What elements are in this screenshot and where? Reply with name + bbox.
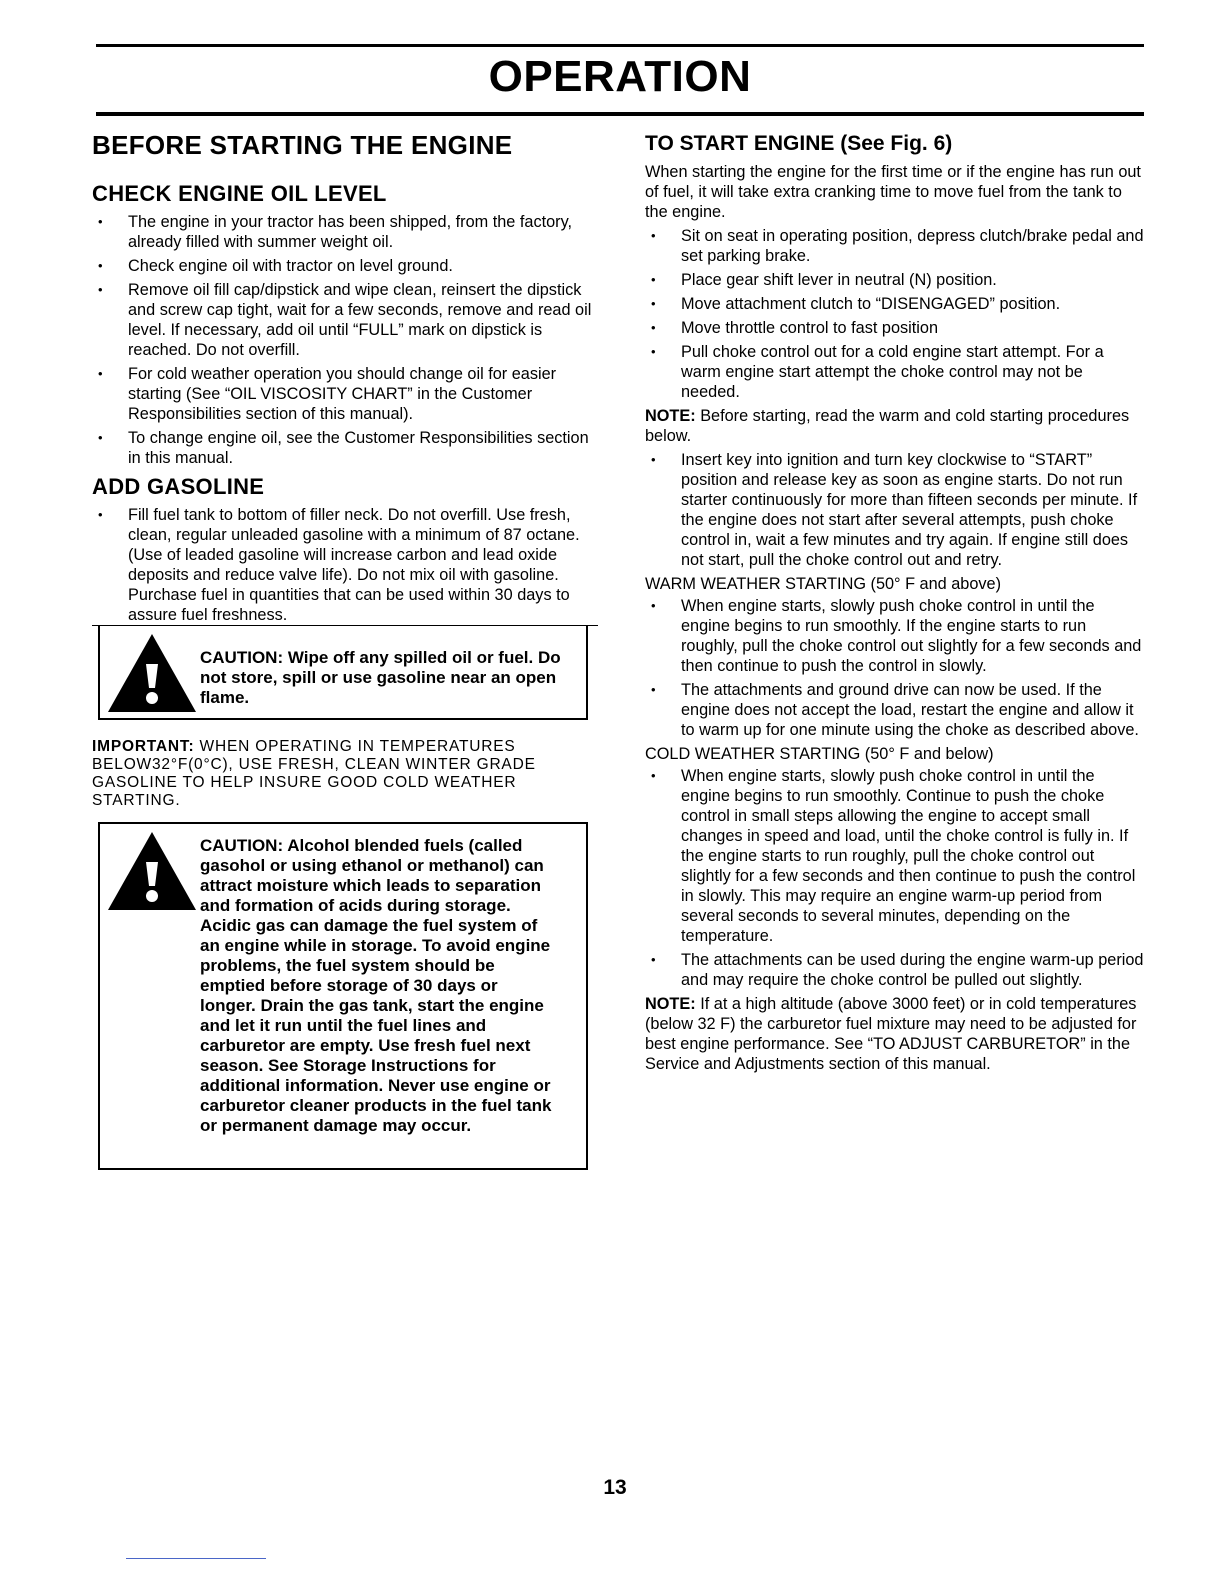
list-item: • Sit on seat in operating position, depress clutch/brake pedal and set parking brake. <box>645 226 1145 266</box>
important-label: IMPORTANT: <box>92 738 195 755</box>
right-column <box>645 124 1145 1078</box>
left-column <box>92 124 598 1170</box>
caution-text: CAUTION: Alcohol blended fuels (called gasohol or using ethanol or methanol) can attract moisture which leads to separation and formation of acids during storage. Acidic gas can damage the fuel system of an engine while in storage. To avoid engine problems, the fuel system should be emptied before storage of 30 days or longer. Drain the gas tank, start the engine and let it run until the fuel lines and carburetor are empty. Use fresh fuel next season. See Storage Instructions for additional information. Never use engine or carburetor cleaner products in the fuel tank or permanent damage may occur. <box>200 836 552 1135</box>
caution-text: CAUTION: Wipe off any spilled oil or fuel. Do not store, spill or use gasoline near an open flame. <box>200 648 561 707</box>
list-item: • When engine starts, slowly push choke control in until the engine begins to run smoothly. Continue to push the choke control in small steps allowing the engine to accept small changes in speed and load, until the choke control is fully in. If the engine starts to run roughly, pull the choke control out slightly for a few seconds and then continue to push the control in slowly. This may require an engine warm-up period from several seconds to several minutes, depending on the temperature. <box>645 766 1145 946</box>
note-before-starting <box>645 406 1145 446</box>
note-high-altitude <box>645 994 1145 1074</box>
warning-icon <box>106 632 198 714</box>
list-item: • Check engine oil with tractor on level ground. <box>92 256 598 276</box>
note-text: Before starting, read the warm and cold starting procedures below. <box>645 407 1130 445</box>
list-item: • The engine in your tractor has been shipped, from the factory, already filled with summer weight oil. <box>92 212 598 252</box>
list-item: • Pull choke control out for a cold engine start attempt. For a warm engine start attempt the choke control may not be needed. <box>645 342 1145 402</box>
list-item: • Insert key into ignition and turn key clockwise to “START” position and release key as soon as engine starts. Do not run starter continuously for more than fifteen seconds per minute. If the engine does not start after several attempts, push choke control in, wait a few minutes and try again. If engine still does not start, pull the choke control out and retry. <box>645 450 1145 570</box>
list-item: • Move throttle control to fast position <box>645 318 1145 338</box>
warning-icon <box>106 830 198 912</box>
note-label: NOTE: <box>645 407 696 425</box>
list-item: • Place gear shift lever in neutral (N) position. <box>645 270 1145 290</box>
ignition-list <box>645 450 1145 570</box>
list-item: • Remove oil fill cap/dipstick and wipe clean, reinsert the dipstick and screw cap tight, wait for a few seconds, remove and read oil level. If necessary, add oil until “FULL” mark on dipstick is reached. Do not overfill. <box>92 280 598 360</box>
before-starting-heading: BEFORE STARTING THE ENGINE <box>92 130 513 160</box>
note-text: If at a high altitude (above 3000 feet) or in cold temperatures (below 32 F) the carburetor fuel mixture may need to be adjusted for best engine performance. See “TO ADJUST CARBURETOR” in the Service and Adjustments section of this manual. <box>645 995 1137 1073</box>
important-note <box>92 738 598 810</box>
oil-list <box>92 212 598 468</box>
gasoline-list <box>92 505 598 625</box>
list-item: • Fill fuel tank to bottom of filler neck. Do not overfill. Use fresh, clean, regular unleaded gasoline with a minimum of 87 octane. (Use of leaded gasoline will increase carbon and lead oxide deposits and reduce valve life). Do not mix oil with gasoline. Purchase fuel in quantities that can be used within 30 days to assure fuel freshness. <box>92 505 598 625</box>
add-gasoline-section <box>92 474 598 626</box>
list-item: • When engine starts, slowly push choke control in until the engine begins to run smoothly. If the engine starts to run roughly, pull the choke control out slightly for a few seconds and then continue to push the control in slowly. <box>645 596 1145 676</box>
important-text: WHEN OPERATING IN TEMPERATURES BELOW32°F(0°C), USE FRESH, CLEAN WINTER GRADE GASOLINE TO HELP INSURE GOOD COLD WEATHER STARTING. <box>92 738 536 809</box>
note-label: NOTE: <box>645 995 696 1013</box>
cold-weather-list <box>645 766 1145 990</box>
list-item: • The attachments can be used during the engine warm-up period and may require the choke control be pulled out slightly. <box>645 950 1145 990</box>
start-engine-heading: TO START ENGINE (See Fig. 6) <box>645 132 953 155</box>
check-oil-heading: CHECK ENGINE OIL LEVEL <box>92 181 387 206</box>
warm-weather-heading: WARM WEATHER STARTING (50° F and above) <box>645 575 1002 593</box>
footer-link-line <box>126 1558 266 1559</box>
page-number: 13 <box>603 1476 627 1499</box>
start-steps-list <box>645 226 1145 402</box>
top-rule <box>96 44 1144 47</box>
cold-weather-heading: COLD WEATHER STARTING (50° F and below) <box>645 745 994 763</box>
list-item: • Move attachment clutch to “DISENGAGED” position. <box>645 294 1145 314</box>
list-item: • The attachments and ground drive can now be used. If the engine does not accept the load, restart the engine and allow it to warm up for one minute using the choke as described above. <box>645 680 1145 740</box>
start-intro: When starting the engine for the first time or if the engine has run out of fuel, it will take extra cranking time to move fuel from the tank to the engine. <box>645 163 1141 221</box>
list-item: • For cold weather operation you should change oil for easier starting (See “OIL VISCOSITY CHART” in the Customer Responsibilities section of this manual). <box>92 364 598 424</box>
caution-box-spill <box>98 626 588 720</box>
list-item: • To change engine oil, see the Customer Responsibilities section in this manual. <box>92 428 598 468</box>
page-title: OPERATION <box>488 52 752 101</box>
caution-box-alcohol-fuels <box>98 822 588 1170</box>
add-gasoline-heading: ADD GASOLINE <box>92 474 265 499</box>
title-underline <box>96 112 1144 116</box>
warm-weather-list <box>645 596 1145 740</box>
